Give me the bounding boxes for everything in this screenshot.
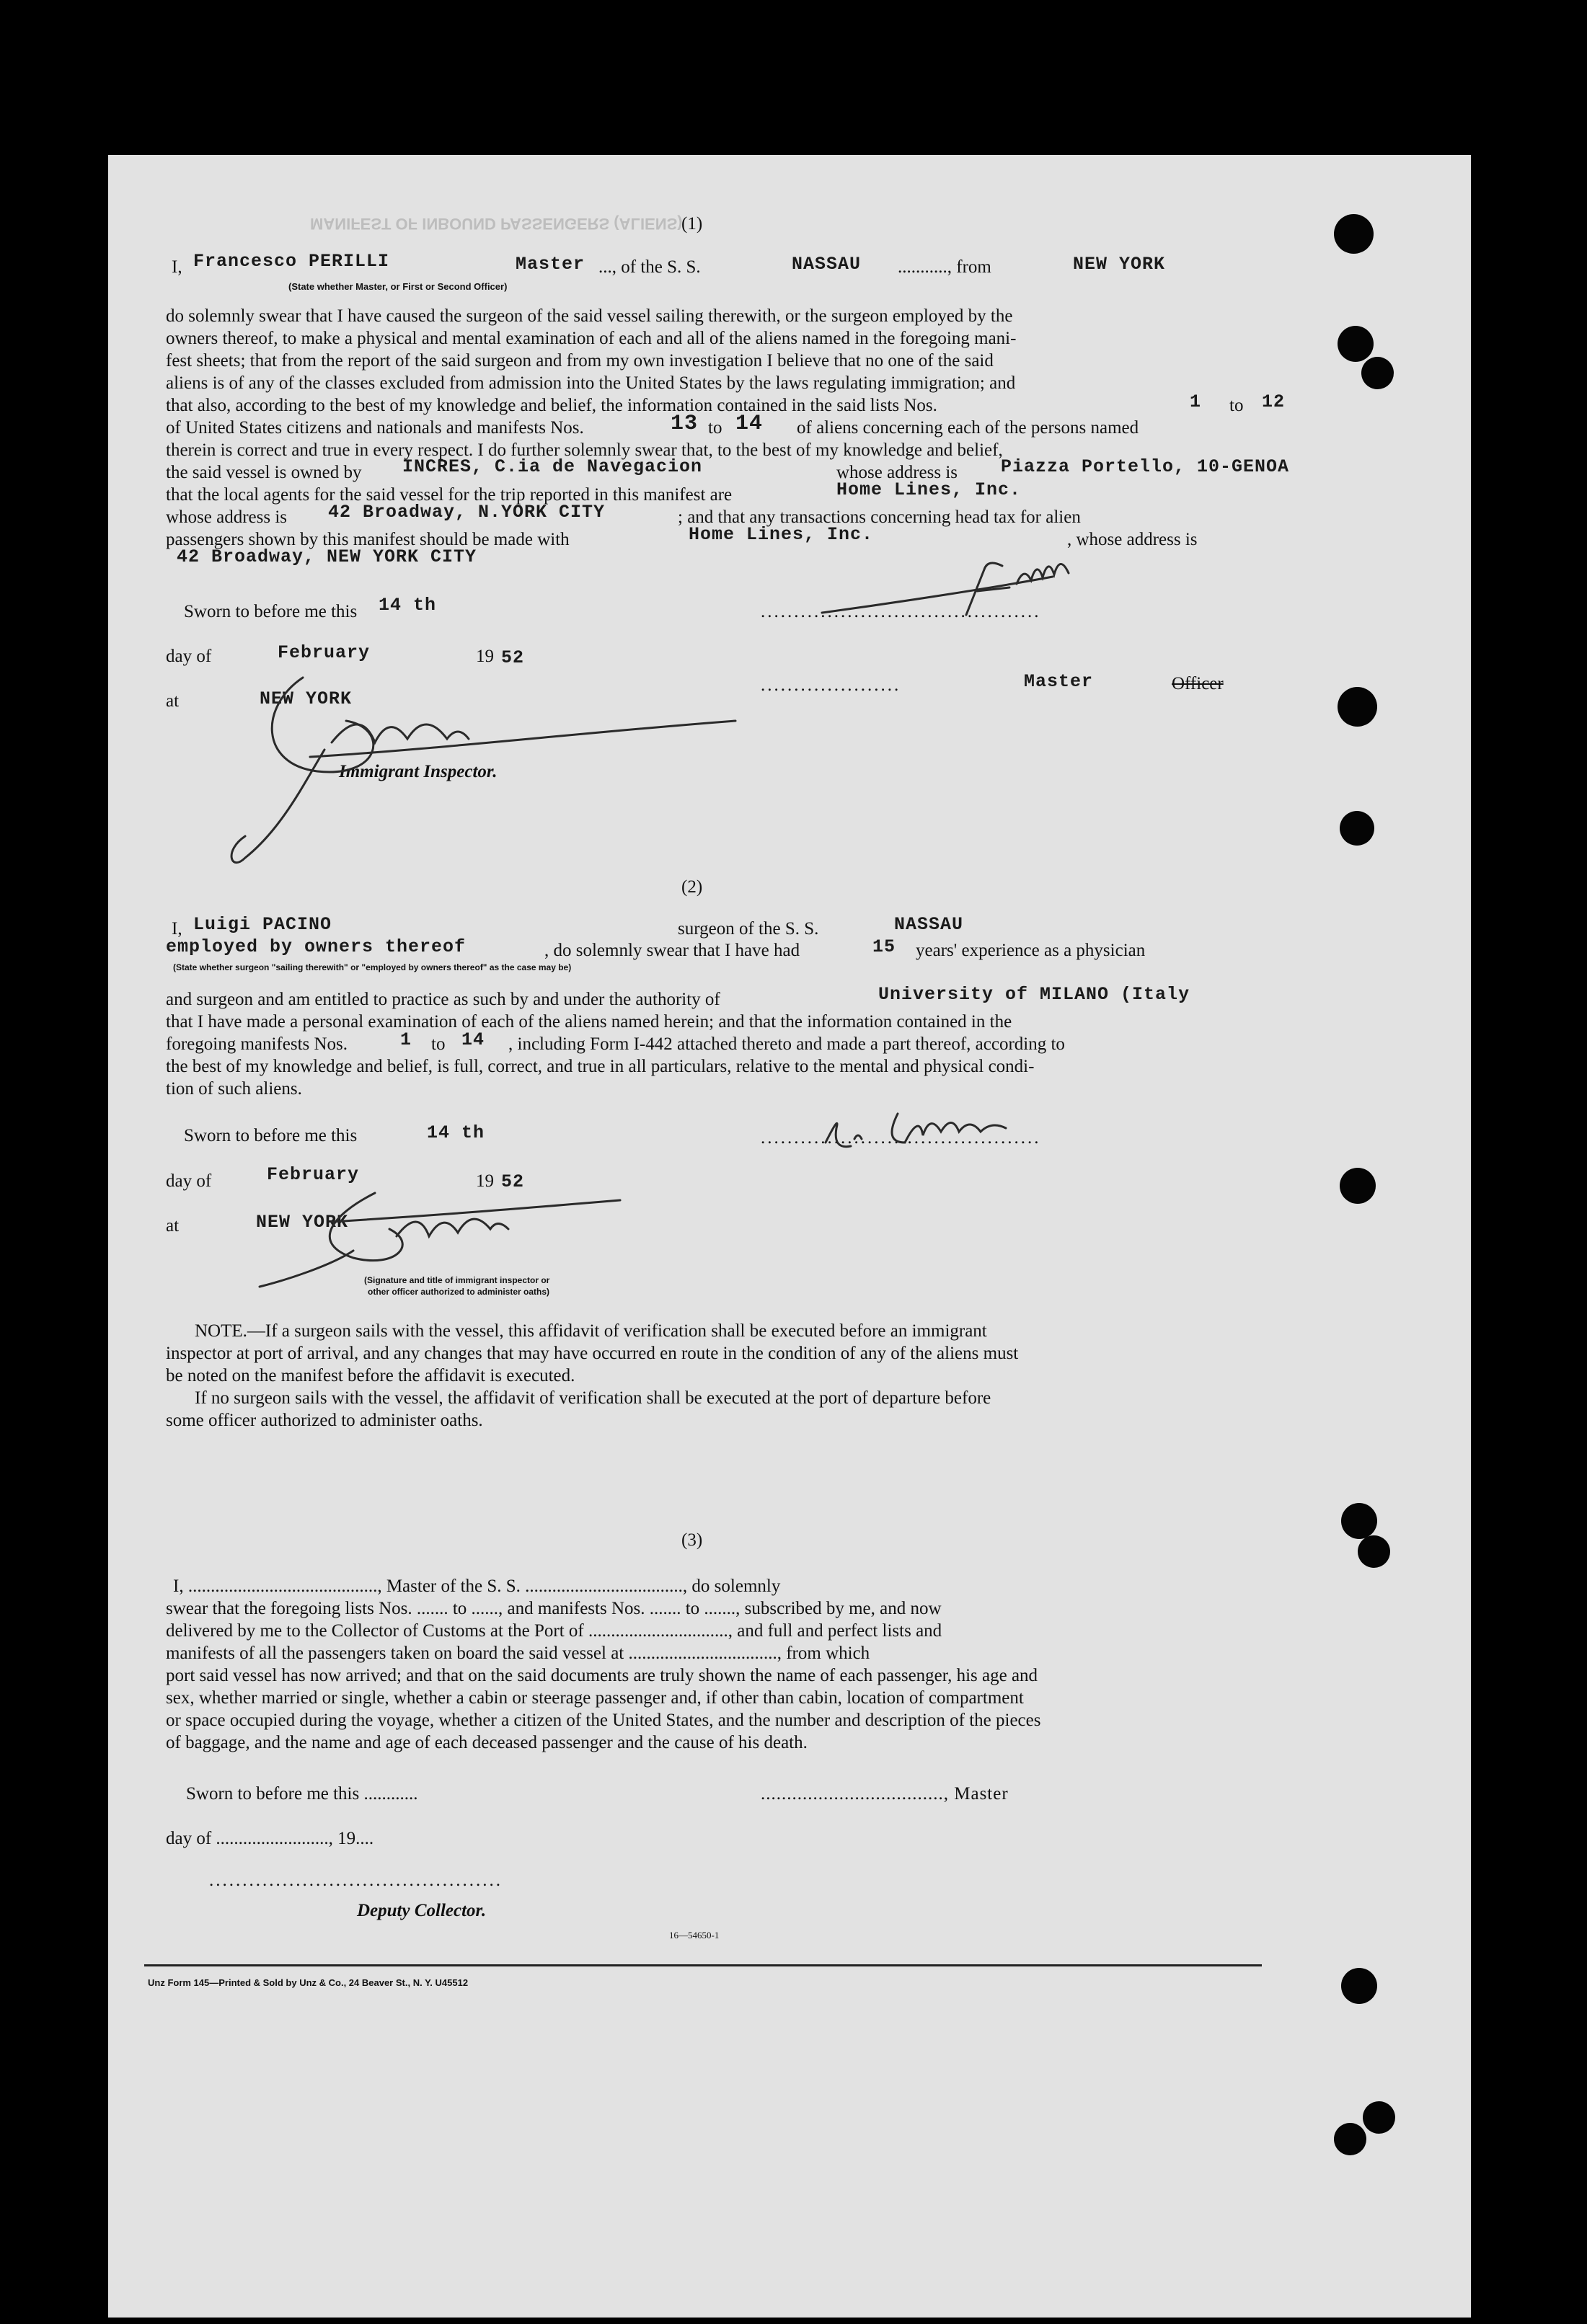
punch-hole (1334, 214, 1374, 254)
note-line: inspector at port of arrival, and any changes that may have occurred en route in the condition of any of the aliens must (166, 1344, 1019, 1363)
year-prefix: 19 (476, 647, 494, 666)
signature-dots: .......................................... (761, 1128, 1041, 1148)
at-label: at (166, 1216, 180, 1236)
year-prefix: 19 (476, 1171, 494, 1191)
day-of-label: day of (166, 1171, 212, 1191)
oath-line: that the local agents for the said vessel for the trip reported in this manifest are (166, 485, 733, 505)
punch-hole (1340, 811, 1374, 846)
surgeon-of-label: surgeon of the S. S. (678, 919, 819, 939)
owner-address: Piazza Portello, 10-GENOA (1001, 456, 1290, 477)
document-page (108, 155, 1471, 2318)
local-agents: Home Lines, Inc. (836, 479, 1022, 500)
deputy-signature-dots: ............................................ (209, 1871, 503, 1890)
rank-note: (State whether Master, or First or Second Officer) (288, 281, 508, 292)
departure-port: NEW YORK (1073, 254, 1166, 275)
sworn-label: Sworn to before me this (184, 1126, 358, 1145)
vessel-name: NASSAU (792, 254, 862, 275)
punch-hole (1338, 326, 1374, 362)
oath-prefix: I, (172, 919, 182, 939)
surgeon-employment: employed by owners thereof (166, 936, 467, 957)
printer-line: Unz Form 145—Printed & Sold by Unz & Co., 24 Beaver St., N. Y. U45512 (148, 1977, 469, 1988)
surgeon-line: foregoing manifests Nos. (166, 1034, 348, 1054)
inspector-signature (231, 1179, 627, 1301)
oath-line: aliens is of any of the classes excluded from admission into the United States by the laws regulating immigration; and (166, 373, 1016, 393)
inspector-signature (216, 663, 735, 879)
collector-line: port said vessel has now arrived; and that on the said documents are truly shown the name of each passenger, his age and (166, 1666, 1038, 1685)
surgeon-line: tion of such aliens. (166, 1079, 302, 1099)
note-paragraph (166, 1320, 1280, 1432)
at-label: at (166, 691, 180, 711)
master-title-dots: ..................... (761, 675, 901, 695)
owner-address-label: whose address is (836, 463, 958, 482)
year-suffix: 52 (501, 647, 525, 668)
of-ss-label: ..., of the S. S. (598, 257, 701, 277)
collector-line: of baggage, and the name and age of each deceased passenger and the cause of his death. (166, 1733, 808, 1752)
sworn-label: Sworn to before me this (184, 602, 358, 621)
to-word: to (1229, 396, 1244, 415)
manifests-to: 14 (735, 412, 764, 436)
collector-line: sex, whether married or single, whether a cabin or steerage passenger and, if other than cabin, location of compartment (166, 1688, 1024, 1708)
punch-hole (1341, 1968, 1377, 2004)
lists-from: 1 (1190, 391, 1202, 412)
oath-body (166, 305, 1280, 394)
head-tax-agent: Home Lines, Inc. (689, 524, 874, 545)
punch-hole (1361, 357, 1394, 389)
day-of-label: day of ........................., 19.... (166, 1829, 374, 1848)
collector-line: I, .........................................., Master of the S. S. ..................................., do solemnly (173, 1576, 781, 1596)
oath-line: whose address is (166, 507, 288, 527)
oath-line: therein is correct and true in every respect. I do further solemnly swear that, to the best of my knowledge and belief, (166, 440, 1003, 460)
sworn-place: NEW YORK (256, 1212, 349, 1233)
officer-struck: Officer (1172, 674, 1224, 693)
years-experience: 15 (872, 936, 896, 957)
punch-hole (1340, 1168, 1376, 1204)
master-title: Master (1024, 671, 1094, 692)
punch-hole (1341, 1503, 1377, 1539)
sworn-day: 14 th (379, 595, 437, 616)
signature-note: (Signature and title of immigrant inspector or (364, 1275, 550, 1285)
vessel-name: NASSAU (894, 914, 964, 935)
signature-dots: .......................................... (761, 602, 1041, 621)
surgeon-signature (811, 1099, 1100, 1164)
manifests-tail: , including Form I-442 attached thereto and made a part thereof, according to (508, 1034, 1065, 1054)
sworn-place: NEW YORK (260, 688, 353, 709)
form-code: 16—54650-1 (669, 1930, 720, 1941)
lists-to: 12 (1262, 391, 1286, 412)
collector-line: manifests of all the passengers taken on board the said vessel at ................................., from which (166, 1644, 870, 1663)
aliens-tail: of aliens concerning each of the persons named (797, 418, 1139, 438)
sworn-label: Sworn to before me this ............ (186, 1784, 418, 1804)
signature-note: other officer authorized to administer oaths) (368, 1287, 550, 1297)
oath-line: do solemnly swear that I have caused the surgeon of the said vessel sailing therewith, or the surgeon employed by the (166, 306, 1013, 326)
to-word: to (431, 1034, 446, 1054)
punch-hole (1338, 687, 1377, 727)
note-line: If no surgeon sails with the vessel, the affidavit of verification shall be executed at the port of departure before (195, 1388, 991, 1408)
to-word: to (708, 418, 722, 438)
oath-line: owners thereof, to make a physical and mental examination of each and all of the aliens named in the foregoing mani- (166, 329, 1017, 348)
collector-line: swear that the foregoing lists Nos. ....... to ......, and manifests Nos. ....... to ......., subscribed by me, and now (166, 1599, 942, 1618)
section-number: (1) (681, 214, 703, 234)
year-suffix: 52 (501, 1171, 525, 1192)
manifests-from: 1 (400, 1029, 412, 1050)
day-of-label: day of (166, 647, 212, 666)
punch-hole (1358, 1535, 1390, 1568)
oath-line: the said vessel is owned by (166, 463, 362, 482)
from-label: ..........., from (898, 257, 991, 277)
surgeon-line: and surgeon and am entitled to practice as such by and under the authority of (166, 990, 720, 1009)
punch-hole (1334, 2123, 1366, 2155)
deputy-collector-label: Deputy Collector. (357, 1901, 487, 1920)
master-signature-line: ..................................., Master (761, 1784, 1009, 1804)
oath-prefix: I, (172, 257, 182, 277)
surgeon-line: the best of my knowledge and belief, is full, correct, and true in all particulars, relative to the mental and physical condi- (166, 1057, 1035, 1076)
manifests-from: 13 (671, 412, 699, 436)
oath-line: that also, according to the best of my knowledge and belief, the information contained in the said lists Nos. (166, 396, 937, 415)
surgeon-authority: University of MILANO (Italy (878, 984, 1190, 1005)
master-signature (815, 544, 1175, 624)
vessel-owner: INCRES, C.ia de Navegacion (402, 456, 703, 477)
sworn-day: 14 th (427, 1122, 485, 1143)
sworn-month: February (267, 1164, 360, 1185)
sworn-month: February (278, 642, 371, 663)
footer-rule (144, 1964, 1262, 1966)
note-line: be noted on the manifest before the affidavit is executed. (166, 1366, 575, 1385)
head-tax-text: ; and that any transactions concerning head tax for alien (678, 507, 1081, 527)
note-line: NOTE.—If a surgeon sails with the vessel, this affidavit of verification shall be executed before an immigrant (195, 1321, 987, 1341)
oath-line: fest sheets; that from the report of the said surgeon and from my own investigation I believe that no one of the said (166, 351, 994, 371)
swear-text: , do solemnly swear that I have had (544, 941, 800, 960)
note-line: some officer authorized to administer oaths. (166, 1411, 483, 1430)
employment-note: (State whether surgeon "sailing therewith" or "employed by owners thereof" as the case may be) (173, 962, 572, 972)
collector-oath (166, 1575, 1280, 1754)
surgeon-line: that I have made a personal examination of each of the aliens named herein; and that the information contained in the (166, 1012, 1012, 1032)
oath-line: passengers shown by this manifest should be made with (166, 530, 570, 549)
section-number: (2) (681, 877, 703, 897)
years-tail: years' experience as a physician (916, 941, 1146, 960)
manifests-to: 14 (461, 1029, 485, 1050)
punch-hole (1363, 2101, 1395, 2134)
oath-line: of United States citizens and nationals and manifests Nos. (166, 418, 584, 438)
inspector-label: Immigrant Inspector. (339, 762, 498, 781)
section-number: (3) (681, 1530, 703, 1550)
surgeon-name: Luigi PACINO (193, 914, 332, 935)
head-tax-address: 42 Broadway, NEW YORK CITY (177, 546, 477, 567)
faint-header-text: MANIFEST OF INBOUND PASSENGERS (ALIENS) (310, 215, 683, 233)
agents-address: 42 Broadway, N.YORK CITY (328, 502, 606, 523)
master-name: Francesco PERILLI (193, 251, 390, 272)
collector-line: or space occupied during the voyage, whether a citizen of the United States, and the number and description of the pieces (166, 1711, 1041, 1730)
collector-line: delivered by me to the Collector of Customs at the Port of ..............................., and full and perfect lists and (166, 1621, 942, 1641)
head-tax-address-label: , whose address is (1067, 530, 1198, 549)
master-rank: Master (516, 254, 585, 275)
